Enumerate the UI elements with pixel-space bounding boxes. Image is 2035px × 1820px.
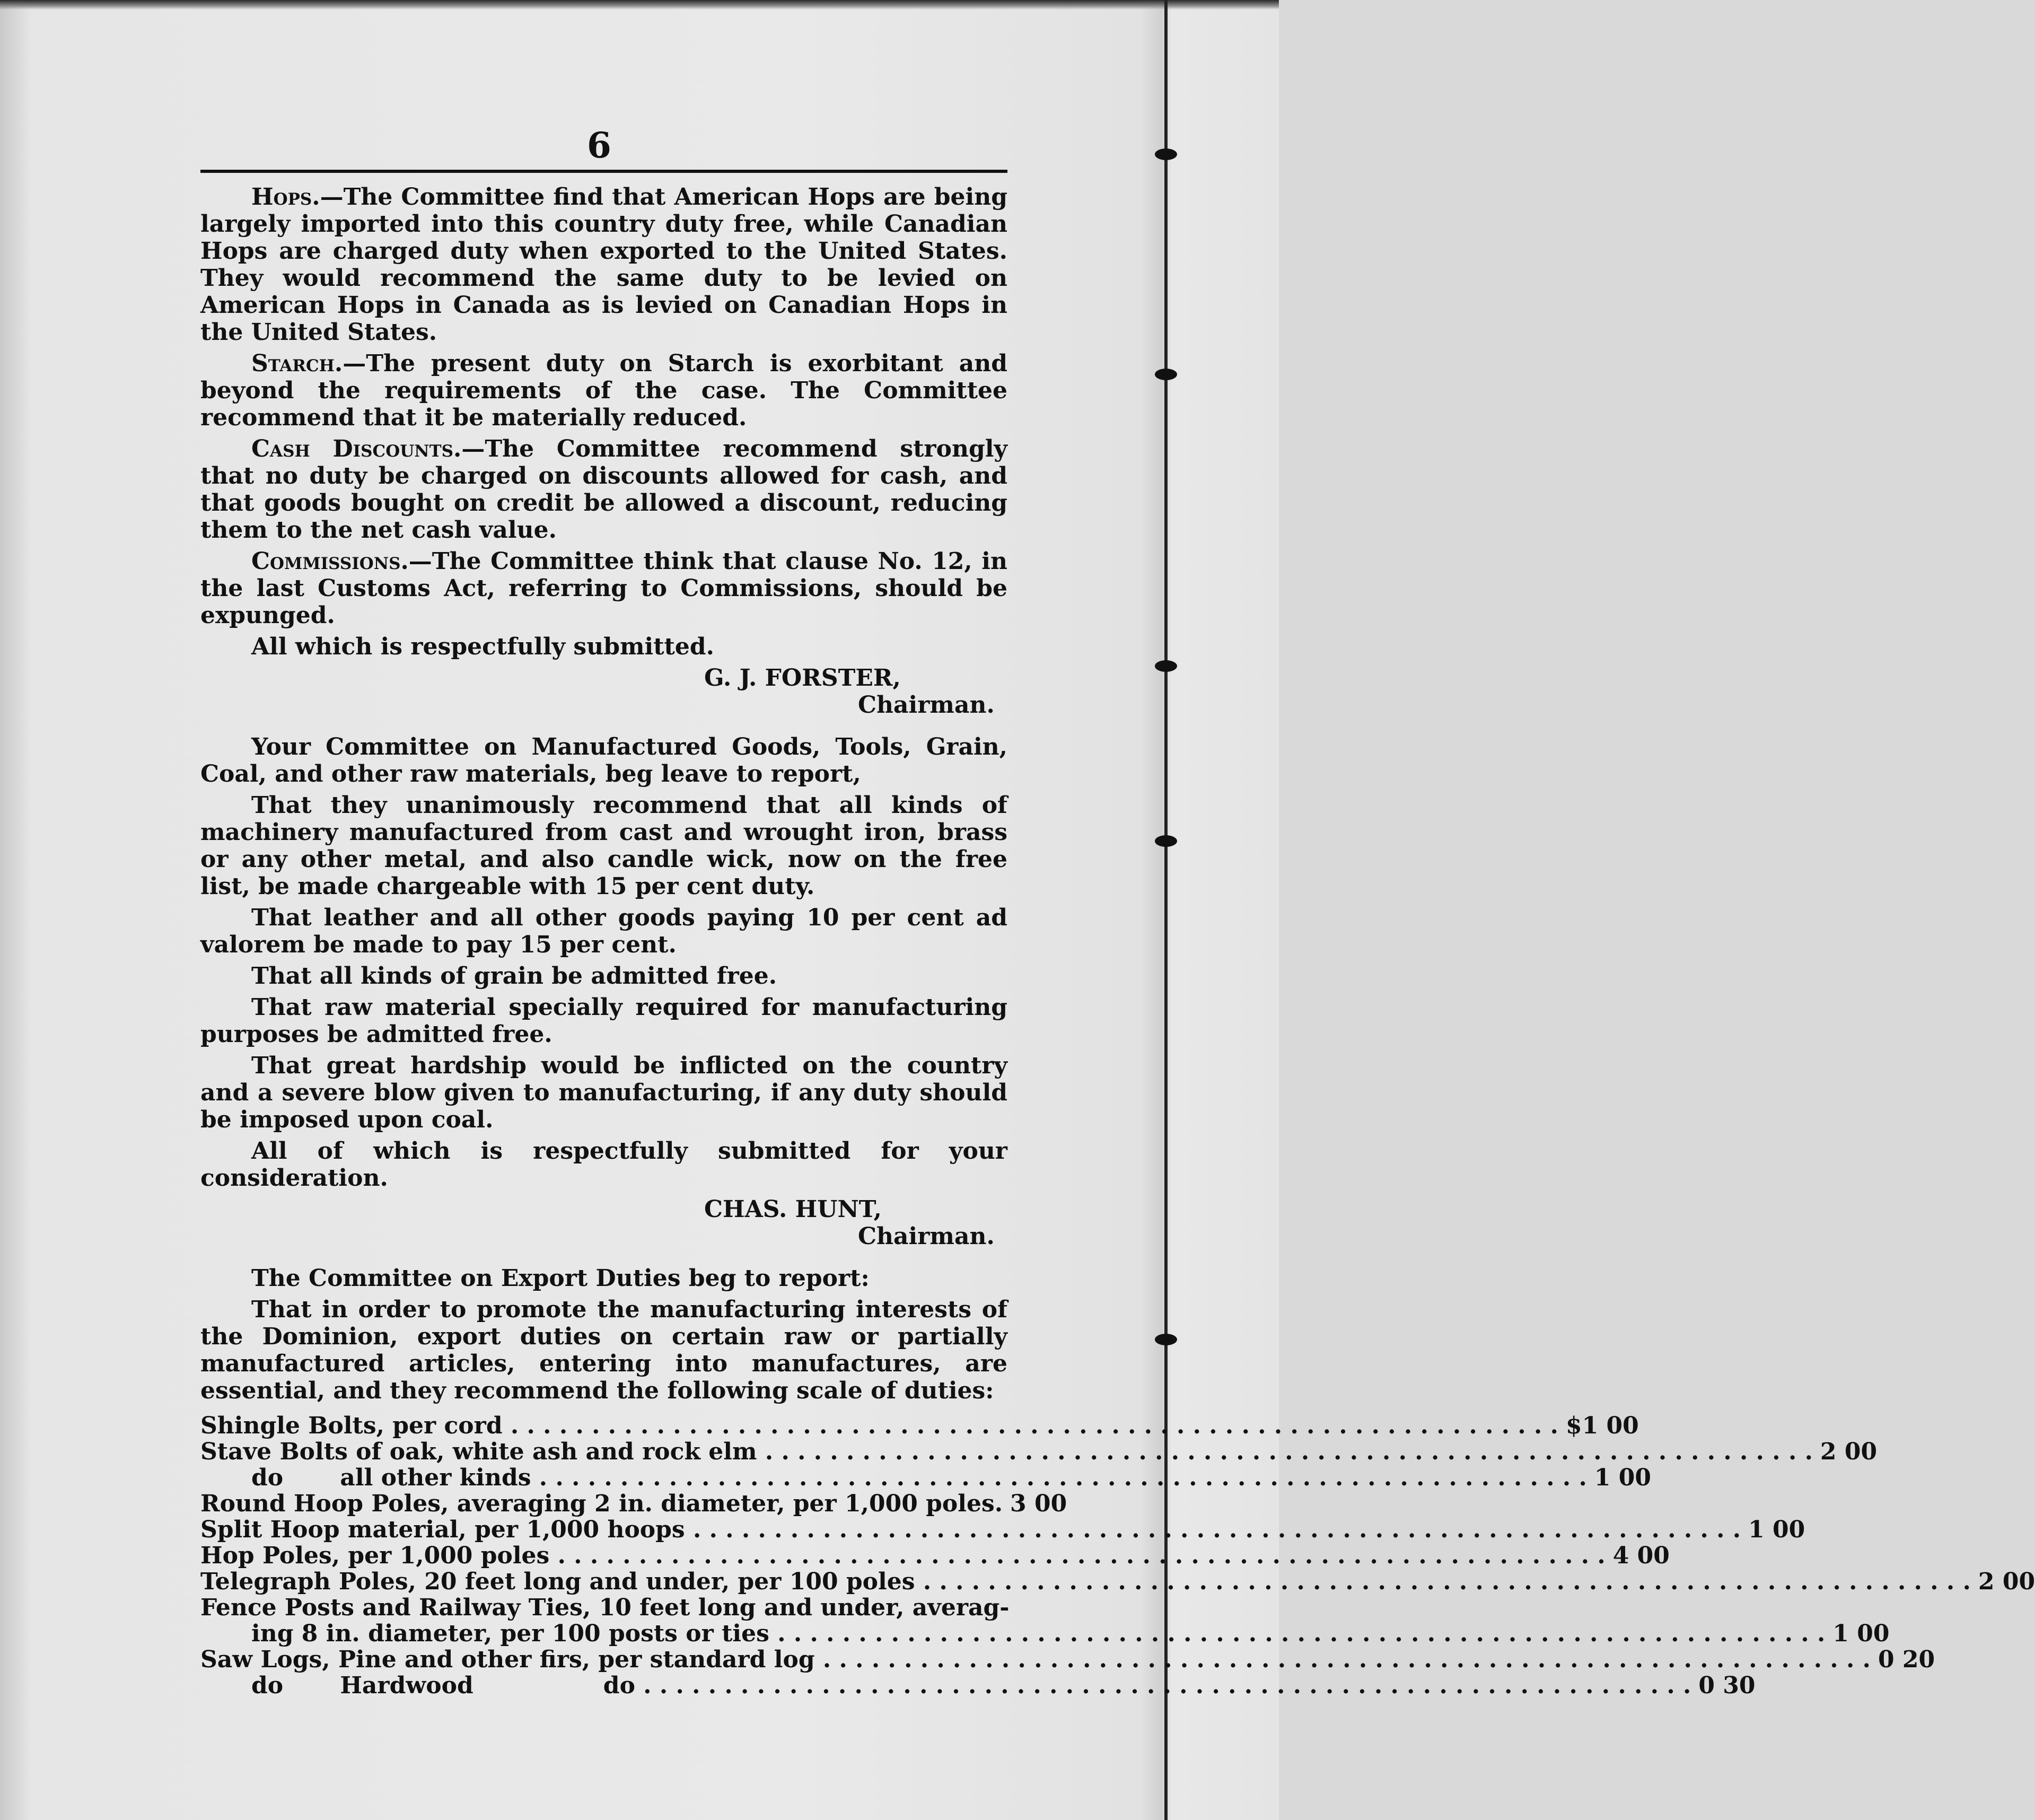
- binding-mark: [1155, 835, 1177, 847]
- first-closing: All which is respectfully submitted.: [251, 633, 714, 660]
- header-rule: [200, 170, 1007, 173]
- hops-paragraph: [200, 183, 1007, 346]
- duty-item-label: do all other kinds . . .: [200, 1465, 1587, 1491]
- commissions-text: —The Committee think that clause No. 12, in the last Customs Act, referring to Commissions, should be expunged.: [200, 548, 1007, 629]
- duty-item-price: 1 00: [1832, 1620, 1890, 1647]
- hops-heading: Hops.: [251, 183, 320, 211]
- duty-row: [200, 1542, 1670, 1569]
- duty-row: [200, 1464, 1652, 1491]
- duty-item-label: Fence Posts and Railway Ties, 10 feet long and under, averag-: [200, 1594, 1010, 1621]
- duty-row: [200, 1490, 1067, 1517]
- page-number: 6: [587, 125, 611, 166]
- starch-text: —The present duty on Starch is exorbitant and beyond the requirements of the case. The Committee recommend that it be materially reduced.: [200, 350, 1007, 431]
- second-signature-name: CHAS. HUNT,: [704, 1196, 882, 1223]
- section-spacer: [200, 719, 1007, 733]
- binding-mark: [1155, 660, 1177, 672]
- duty-item-label: Hop Poles, per 1,000 poles . . .: [200, 1543, 1606, 1569]
- starch-heading: Starch.: [251, 350, 343, 377]
- duty-item-price: 1 00: [1748, 1516, 1805, 1543]
- cash-discounts-paragraph: [200, 435, 1007, 544]
- duty-item-price: 3 00: [1010, 1490, 1067, 1517]
- second-signature-title: Chairman.: [858, 1223, 995, 1250]
- duty-item-label: do Hardwood do . . .: [200, 1673, 1691, 1699]
- first-signature-name: G. J. FORSTER,: [704, 664, 901, 692]
- duty-item-label: Stave Bolts of oak, white ash and rock elm . . .: [200, 1439, 1813, 1465]
- binding-mark: [1155, 369, 1177, 380]
- duty-row: [200, 1594, 1010, 1621]
- hops-text: —The Committee find that American Hops are being largely imported into this country duty free, while Canadian Hops are charged duty when exported to the United States. They would recommend the same duty to be levied on American Hops in Canada as is levied on Canadian Hops in the United States.: [200, 183, 1007, 346]
- duty-item-label: Split Hoop material, per 1,000 hoops . . .: [200, 1517, 1741, 1543]
- duty-row: [200, 1620, 1890, 1647]
- duty-item-label: ing 8 in. diameter, per 100 posts or ties . . .: [200, 1621, 1825, 1647]
- duty-row: [200, 1646, 1935, 1673]
- commissions-paragraph: [200, 548, 1007, 629]
- duty-item-price: 1 00: [1594, 1464, 1652, 1491]
- duty-item-label: Telegraph Poles, 20 feet long and under, per 100 poles . . .: [200, 1569, 1971, 1595]
- duty-row: [200, 1568, 2035, 1595]
- binding-mark: [1155, 1334, 1177, 1345]
- duty-row: [200, 1438, 1878, 1465]
- duty-item-price: 0 30: [1698, 1672, 1756, 1699]
- commissions-heading: Commissions.: [251, 548, 409, 575]
- export-duties-intro: The Committee on Export Duties beg to report:: [251, 1265, 870, 1292]
- duty-item-price: 2 00: [1820, 1438, 1878, 1465]
- manufactured-goods-p1: That they unanimously recommend that all kinds of machinery manufactured from cast and wrought iron, brass or any other metal, and also candle wick, now on the free list, be made chargeable with 15 per cent duty.: [200, 792, 1007, 900]
- duty-row: [200, 1516, 1805, 1543]
- document-body: [200, 183, 2035, 1699]
- duty-row: [200, 1672, 1756, 1699]
- manufactured-goods-closing: All of which is respectfully submitted for your consideration.: [200, 1138, 1007, 1192]
- manufactured-goods-intro: Your Committee on Manufactured Goods, Tools, Grain, Coal, and other raw materials, beg leave to report,: [200, 733, 1007, 788]
- duty-row: [200, 1412, 1639, 1439]
- duty-item-price: $1 00: [1565, 1412, 1639, 1439]
- starch-paragraph: [200, 350, 1007, 431]
- export-duties-text: That in order to promote the manufacturing interests of the Dominion, export duties on certain raw or partially manufactured articles, entering into manufactures, are essential, and they recommend the following scale of duties:: [200, 1296, 1007, 1404]
- cash-discounts-text: —The Committee recommend strongly that no duty be charged on discounts allowed for cash, and that goods bought on credit be allowed a discount, reducing them to the net cash value.: [200, 435, 1007, 544]
- duty-item-label: Shingle Bolts, per cord . . .: [200, 1413, 1558, 1439]
- duty-scale-table: [200, 1412, 2035, 1699]
- manufactured-goods-p4: That raw material specially required for manufacturing purposes be admitted free.: [200, 994, 1007, 1048]
- duty-item-price: 0 20: [1878, 1646, 1935, 1673]
- manufactured-goods-p5: That great hardship would be inflicted on the country and a severe blow given to manufacturing, if any duty should be imposed upon coal.: [200, 1052, 1007, 1133]
- duty-item-label: Saw Logs, Pine and other firs, per standard log . . .: [200, 1647, 1871, 1673]
- section-spacer: [200, 1250, 1007, 1265]
- duty-item-price: 4 00: [1612, 1542, 1670, 1569]
- first-signature-title: Chairman.: [858, 692, 995, 719]
- manufactured-goods-p2: That leather and all other goods paying 10 per cent ad valorem be made to pay 15 per cent.: [200, 904, 1007, 958]
- scan-top-edge: [0, 0, 1279, 10]
- manufactured-goods-p3: That all kinds of grain be admitted free.: [251, 962, 777, 990]
- cash-discounts-heading: Cash Discounts.: [251, 435, 462, 462]
- duty-item-price: 2 00: [1978, 1568, 2035, 1595]
- duty-item-label: Round Hoop Poles, averaging 2 in. diameter, per 1,000 poles.: [200, 1490, 1003, 1517]
